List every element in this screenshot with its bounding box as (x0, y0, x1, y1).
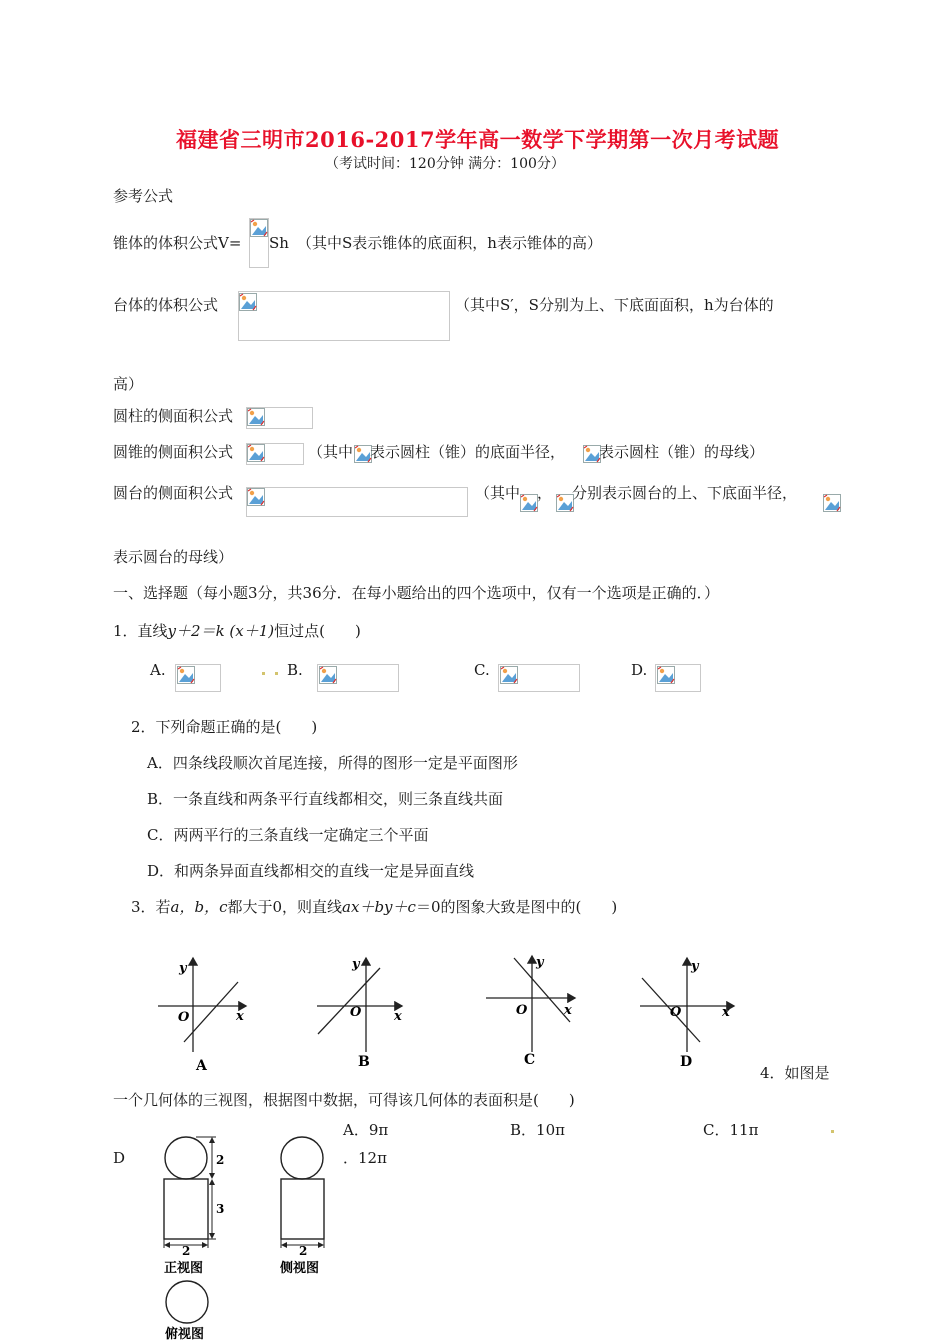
broken-image-icon (250, 219, 268, 237)
frustum-lateral-note-3: 分别表示圆台的上、下底面半径， (572, 484, 798, 502)
graph-a (158, 958, 246, 1074)
side-view-label: 侧视图 (280, 1261, 320, 1276)
graph-a-y-label: y (179, 961, 187, 976)
graph-d (640, 958, 734, 1070)
front-view (164, 1137, 224, 1276)
dim-2-top: 2 (216, 1153, 225, 1167)
top-view-circle (166, 1281, 208, 1323)
broken-image-icon (823, 494, 841, 512)
graph-d-origin-label: O (670, 1005, 682, 1020)
q2-option-d: D．和两条异面直线都相交的直线一定是异面直线 (147, 862, 475, 880)
question-1-prefix: 1．直线 (113, 622, 168, 640)
side-view-rect (281, 1179, 324, 1239)
side-view-circle (281, 1137, 323, 1179)
dim-3: 3 (216, 1202, 225, 1216)
frustum-volume-formula-placeholder (238, 291, 450, 341)
cone-volume-note: （其中S表示锥体的底面积，h表示锥体的高） (297, 234, 602, 252)
frustum-lateral-note-2: ， (537, 484, 553, 502)
cone-lateral-note-1: （其中 (308, 443, 354, 461)
question-4-stem-start: 4．如图是 (760, 1064, 830, 1082)
q4-option-c: C．11π (703, 1121, 759, 1139)
graph-b-line (318, 968, 380, 1034)
graph-c-y-label: y (536, 955, 544, 970)
q4-option-a: A．9π (343, 1121, 389, 1139)
question-1-stem (113, 621, 361, 641)
q1-option-a-label: A. (150, 661, 166, 679)
three-view-figure (150, 1124, 370, 1344)
graph-a-label: A (196, 1058, 207, 1074)
q2-option-b: B．一条直线和两条平行直线都相交，则三条直线共面 (147, 790, 504, 808)
top-view (165, 1281, 208, 1342)
q3-graphs (150, 950, 770, 1080)
graph-b-y-label: y (352, 957, 360, 972)
page-title: 福建省三明市2016-2017学年高一数学下学期第一次月考试题 (176, 127, 780, 152)
graph-c-label: C (524, 1052, 536, 1068)
question-2-stem: 2．下列命题正确的是( ) (131, 718, 318, 736)
section-heading: 一、选择题（每小题3分，共36分．在每小题给出的四个选项中，仅有一个选项是正确的．） (113, 584, 720, 602)
broken-image-icon (500, 666, 518, 684)
broken-image-icon (239, 293, 257, 311)
stray-dot (831, 1130, 834, 1133)
graph-b-x-label: x (394, 1009, 402, 1024)
graph-c-x-label: x (564, 1003, 572, 1018)
graph-d-y-label: y (691, 959, 699, 974)
graph-b-origin-label: O (350, 1005, 362, 1020)
front-view-label: 正视图 (164, 1261, 204, 1276)
cone-lateral-note-3: 表示圆柱（锥）的母线） (599, 443, 765, 461)
question-3-equation: ax＋by＋c (342, 898, 416, 916)
frustum-volume-prefix: 台体的体积公式 (113, 296, 219, 314)
cylinder-lateral-prefix: 圆柱的侧面积公式 (113, 407, 234, 425)
dim-2-side-width: 2 (299, 1244, 308, 1258)
question-3-prefix: 3．若 (131, 898, 171, 916)
q1-option-b-label: B. (287, 661, 303, 679)
frustum-lateral-note-1: （其中 (475, 484, 521, 502)
formula-heading: 参考公式 (113, 187, 174, 205)
question-3-mid: 都大于0，则直线 (227, 898, 343, 916)
top-view-label: 俯视图 (165, 1327, 205, 1342)
front-view-rect (164, 1179, 208, 1239)
frustum-volume-note-cont: 高） (113, 375, 144, 393)
stray-dot (262, 672, 265, 675)
graph-a-origin-label: O (178, 1010, 190, 1025)
q4-option-d-letter: D (113, 1149, 126, 1167)
frustum-volume-note: （其中S′，S分别为上、下底面面积，h为台体的 (455, 296, 774, 314)
frustum-lateral-formula-placeholder (246, 487, 468, 517)
frustum-lateral-note-cont: 表示圆台的母线） (113, 548, 234, 566)
frustum-lateral-prefix: 圆台的侧面积公式 (113, 484, 234, 502)
graph-d-x-label: x (722, 1005, 730, 1020)
broken-image-icon (247, 488, 265, 506)
broken-image-icon (319, 666, 337, 684)
cone-volume-prefix: 锥体的体积公式V= (113, 234, 242, 252)
graph-d-label: D (680, 1054, 693, 1070)
broken-image-icon (247, 444, 265, 462)
graph-a-x-label: x (236, 1009, 244, 1024)
question-3-suffix: ＝0的图象大致是图中的( ) (415, 898, 618, 916)
stray-dot (275, 672, 278, 675)
question-1-suffix: 恒过点( ) (274, 622, 361, 640)
q1-option-d-label: D. (631, 661, 648, 679)
question-1-equation: y＋2＝k (x＋1) (167, 622, 275, 640)
exam-info: （考试时间：120分钟 满分：100分） (325, 156, 565, 172)
graph-b (317, 957, 402, 1070)
dim-2-front-width: 2 (182, 1244, 191, 1258)
cone-lateral-prefix: 圆锥的侧面积公式 (113, 443, 234, 461)
question-3-stem (131, 897, 617, 917)
broken-image-icon (520, 494, 538, 512)
cone-lateral-note-2: 表示圆柱（锥）的底面半径， (370, 443, 566, 461)
q1-option-c-label: C. (474, 661, 490, 679)
broken-image-icon (657, 666, 675, 684)
front-view-circle (165, 1137, 207, 1179)
question-3-abc: a，b，c (170, 898, 228, 916)
q2-option-a: A．四条线段顺次首尾连接，所得的图形一定是平面图形 (147, 754, 518, 772)
side-view (279, 1137, 324, 1276)
cone-volume-sh: Sh (269, 234, 289, 252)
graph-b-label: B (358, 1054, 370, 1070)
broken-image-icon (247, 408, 265, 426)
broken-image-icon (177, 666, 195, 684)
question-4-stem-cont: 一个几何体的三视图，根据图中数据，可得该几何体的表面积是( ) (113, 1091, 575, 1109)
graph-c (486, 955, 575, 1068)
q2-option-c: C．两两平行的三条直线一定确定三个平面 (147, 826, 429, 844)
q4-option-d-value: ．12π (343, 1149, 387, 1167)
graph-a-line (184, 982, 238, 1042)
graph-c-origin-label: O (516, 1003, 528, 1018)
q4-option-b: B．10π (510, 1121, 565, 1139)
